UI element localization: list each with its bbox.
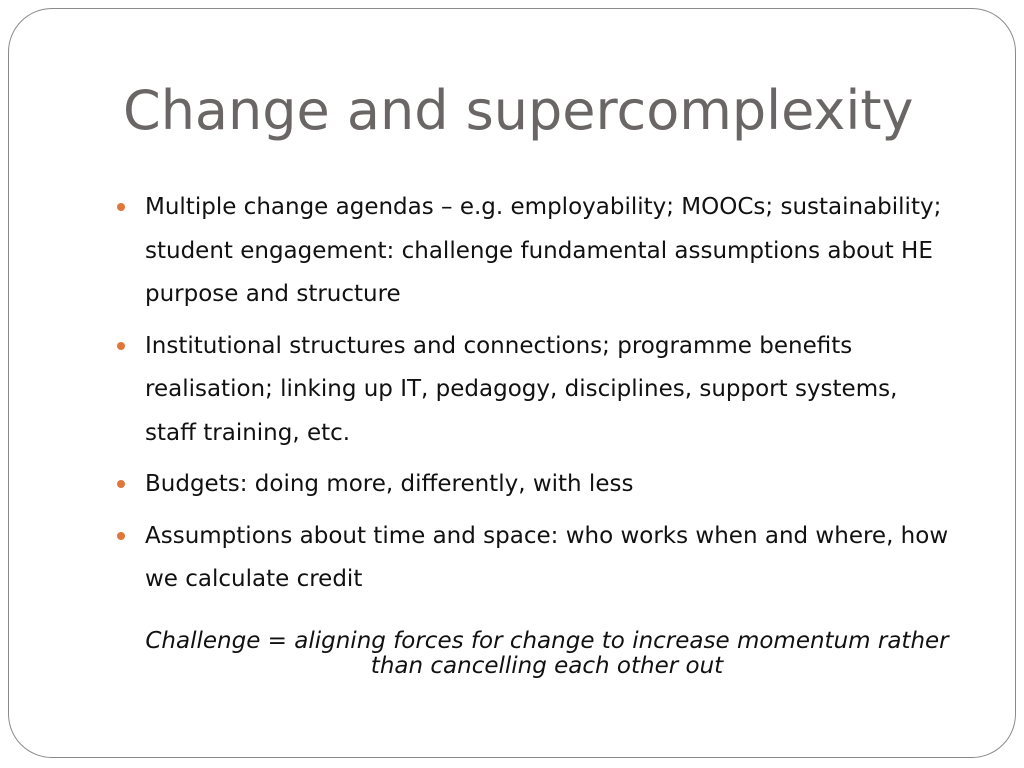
bullet-text: Assumptions about time and space: who works when and where, how we calculate credit xyxy=(145,522,949,592)
bullet-text: Multiple change agendas – e.g. employability; MOOCs; sustainability; student engagement: challenge fundamental assumptions about HE purpose and structure xyxy=(145,194,942,307)
bullet-text: Institutional structures and connections; programme benefits realisation; linking up IT, pedagogy, disciplines, support systems, staff training, etc. xyxy=(145,332,898,446)
bullet-item xyxy=(113,463,953,507)
bullet-item xyxy=(113,325,953,456)
slide-title: Change and supercomplexity xyxy=(123,79,914,142)
slide xyxy=(8,8,1016,758)
conclusion-statement: Challenge = aligning forces for change to increase momentum rather than cancelling each other out xyxy=(145,628,949,679)
bullet-item xyxy=(113,515,953,602)
bullet-item xyxy=(113,186,953,317)
bullet-dot-icon xyxy=(117,532,125,540)
bullet-text: Budgets: doing more, differently, with less xyxy=(145,471,634,497)
bullet-dot-icon xyxy=(117,203,125,211)
bullet-list xyxy=(113,186,953,610)
bullet-dot-icon xyxy=(117,480,125,488)
bullet-dot-icon xyxy=(117,342,125,350)
